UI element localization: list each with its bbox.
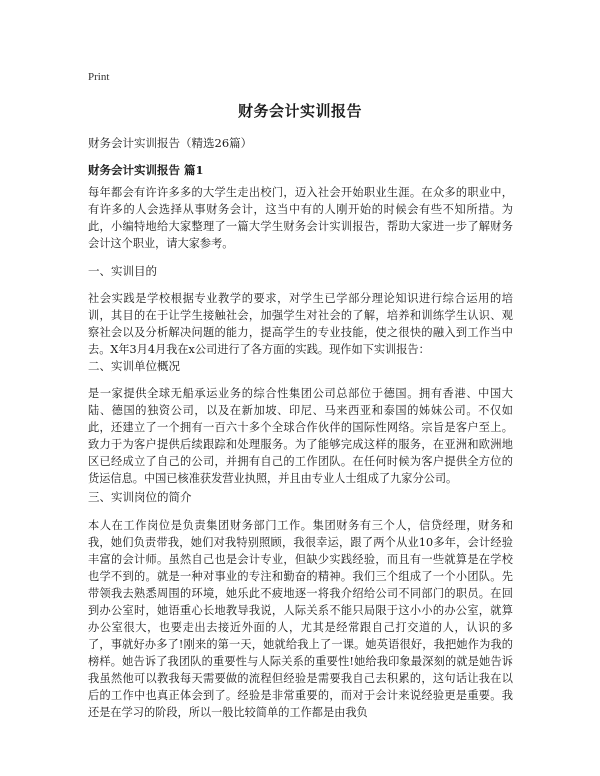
document-subtitle: 财务会计实训报告（精选26篇） [88,136,253,150]
heading-training-purpose: 一、实训目的 [88,264,157,278]
position-paragraph: 本人在工作岗位是负责集团财务部门工作。集团财务有三个人，信贷经理，财务和我，她们负责带我，她们对我特别照顾，我很幸运，跟了两个从业10多年，会计经验丰富的会计师。虽然自己也是会计专业，但缺少实践经验，而且有一些就算是在学校也学不到的。就是一种对事业的专注和勤奋的精神。我们三个组成了一个小团队。先带领我去熟悉周围的环境，她乐此不疲地逐一将我介绍给公司不同部门的职员。在回到办公室时，她语重心长地教导我说，人际关系不能只局限于这小小的办公室，就算办公室很大，也要走出去接近外面的人，尤其是经常跟自己打交道的人，认识的多了，事就好办多了!刚来的第一天，她就给我上了一课。她英语很好，我把她作为我的榜样。她告诉了我团队的重要性与人际关系的重要性!她给我印象最深刻的就是她告诉我虽然他可以教我每天需要做的流程但经验是需要我自己去积累的，这句话让我在以后的工作中也真正体会到了。经验是非常重要的，而对于会计来说经验更是重要。我还是在学习的阶段，所以一般比较简单的工作都是由我负 [88,519,513,719]
heading-position-intro: 三、实训岗位的简介 [88,490,192,504]
section-title: 财务会计实训报告 篇1 [88,163,204,177]
print-label: Print [88,71,110,83]
document-title: 财务会计实训报告 [237,102,362,120]
heading-company-overview: 二、实训单位概况 [88,359,180,373]
intro-paragraph: 每年都会有许许多多的大学生走出校门，迈入社会开始职业生涯。在众多的职业中，有许多的人会选择从事财务会计，这当中有的人刚开始的时候会有些不知所措。为此，小编特地给大家整理了一篇大学生财务会计实训报告，帮助大家进一步了解财务会计这个职业，请大家参考。 [88,186,513,250]
purpose-paragraph: 社会实践是学校根据专业教学的要求，对学生已学部分理论知识进行综合运用的培训，其目的在于让学生接触社会，加强学生对社会的了解，培养和训练学生认识、观察社会以及分析解决问题的能力，提高学生的专业技能，使之很快的融入到工作当中去。X年3月4月我在x公司进行了各方面的实践。现作如下实训报告： [88,292,513,356]
company-paragraph: 是一家提供全球无船承运业务的综合性集团公司总部位于德国。拥有香港、中国大陆、德国的独资公司，以及在新加坡、印尼、马来西亚和泰国的姊妹公司。不仅如此，还建立了一个拥有一百六十多个全球合作伙伴的国际性网络。宗旨是客户至上。致力于为客户提供后续跟踪和处理服务。为了能够完成这样的服务，在亚洲和欧洲地区已经成立了自己的公司，并拥有自己的工作团队。在任何时候为客户提供全方位的货运信息。中国已核准获发营业执照，并且由专业人士组成了九家分公司。 [88,387,513,485]
